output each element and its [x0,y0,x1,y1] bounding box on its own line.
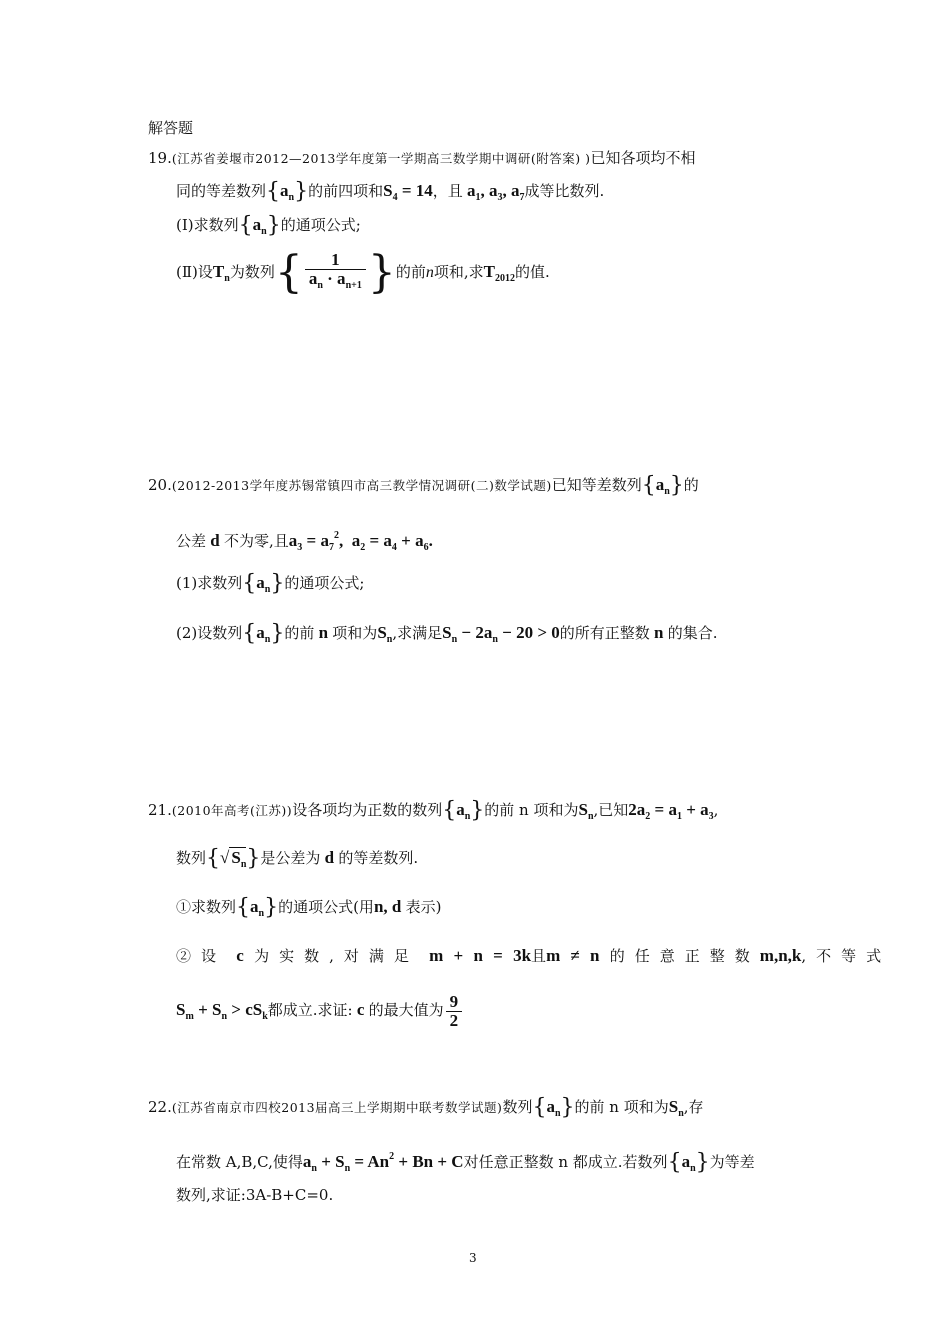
question-19-line-2: 同的等差数列$\{a_n\}$的前四项和$S_4 = 14$，且 $a_1$, $a_3$, $a_7$成等比数列. [176,179,605,204]
page-number: 3 [469,1251,477,1265]
question-number: 19. [148,149,172,167]
question-20-line-2: 公差 d 不为零,且$a_3 = a_7^2$, $a_2 = a_4 + a_6$. [176,530,433,553]
question-source: (2010年高考(江苏)) [171,803,293,818]
question-22-line-1: 22.(江苏省南京市四校2013届高三上学期期中联考数学试题)数列$\{a_n\}$的前 n 项和为$S_n$,存 [148,1095,704,1120]
question-21-part-1: ①求数列$\{a_n\}$的通项公式(用n, d 表示) [176,895,442,920]
question-number: 20. [148,476,172,494]
question-19-part-1: (Ⅰ)求数列$\{a_n\}$的通项公式; [176,213,361,238]
question-source: (江苏省姜堰市2012—2013学年度第一学期高三数学期中调研(附答案) ) [171,151,591,166]
question-19-part-2: (Ⅱ)设$T_n$为数列{ $\frac{1}{a_n \cdot a_{n+1}}$ }的前n项和,求$T_{2012}$的值. [176,247,550,298]
question-20-part-2: (2)设数列$\{a_n\}$的前 n 项和为$S_n$,求满足$S_n - 2a_n - 20 > 0$的所有正整数 n 的集合. [176,621,718,646]
question-22-line-3: 数列,求证:3A-B+C=0. [176,1186,334,1204]
section-title: 解答题 [148,119,194,137]
question-20-line-1: 20.(2012-2013学年度苏锡常镇四市高三教学情况调研(二)数学试题)已知等差数列$\{a_n\}$的 [148,473,699,498]
question-21-line-1: 21.(2010年高考(江苏))设各项均为正数的数列$\{a_n\}$的前 n 项和为$S_n$,已知$2a_2 = a_1 + a_3$, [148,798,719,823]
question-number: 21. [148,801,172,819]
question-20-part-1: (1)求数列$\{a_n\}$的通项公式; [176,571,365,596]
question-source: (2012-2013学年度苏锡常镇四市高三教学情况调研(二)数学试题) [171,478,552,493]
question-21-line-2: 数列{√ $S_n$}是公差为 d 的等差数列. [176,846,419,871]
question-number: 22. [148,1098,172,1116]
question-22-line-2: 在常数 A,B,C,使得$a_n + S_n = An^2 + Bn + C$对任意正整数 n 都成立.若数列$\{a_n\}$为等差 [176,1150,755,1175]
question-source: (江苏省南京市四校2013届高三上学期期中联考数学试题) [171,1100,503,1115]
question-21-part-3: $S_m + S_n > cS_k$都成立.求证: c 的最大值为 $\frac{9}{2}$ [176,988,464,1039]
question-19-line-1: 19.(江苏省姜堰市2012—2013学年度第一学期高三数学期中调研(附答案) )已知各项均不相 [148,149,696,167]
question-21-part-2: ②设 c 为实数,对满足 m + n = 3k且m ≠ n 的任意正整数m,n,k,不等式 [176,946,892,965]
